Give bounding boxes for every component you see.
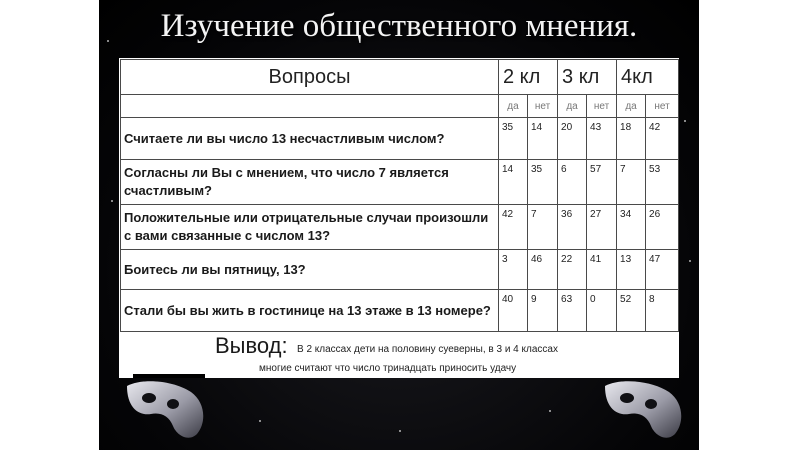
value-cell: 3 — [499, 250, 528, 290]
yes-header: да — [617, 95, 646, 118]
value-cell: 14 — [528, 118, 558, 160]
value-cell: 63 — [558, 290, 587, 332]
value-cell: 6 — [558, 160, 587, 205]
value-cell: 35 — [528, 160, 558, 205]
star — [549, 410, 551, 412]
star — [399, 430, 401, 432]
survey-table — [120, 59, 679, 332]
value-cell: 7 — [617, 160, 646, 205]
no-header: нет — [646, 95, 679, 118]
value-cell: 35 — [499, 118, 528, 160]
conclusion-label: Вывод: — [215, 333, 288, 358]
question-cell: Боитесь ли вы пятницу, 13? — [121, 250, 499, 290]
subheader-row — [121, 95, 679, 118]
value-cell: 47 — [646, 250, 679, 290]
value-cell: 53 — [646, 160, 679, 205]
value-cell: 34 — [617, 205, 646, 250]
value-cell: 7 — [528, 205, 558, 250]
value-cell: 42 — [646, 118, 679, 160]
star — [111, 200, 113, 202]
value-cell: 26 — [646, 205, 679, 250]
value-cell: 36 — [558, 205, 587, 250]
value-cell: 46 — [528, 250, 558, 290]
star — [684, 120, 686, 122]
table-row — [121, 160, 679, 205]
class-3-header: 3 кл — [558, 60, 617, 95]
value-cell: 41 — [587, 250, 617, 290]
value-cell: 20 — [558, 118, 587, 160]
empty-cell — [121, 95, 499, 118]
value-cell: 43 — [587, 118, 617, 160]
question-cell: Стали бы вы жить в гостинице на 13 этаже в 13 номере? — [121, 290, 499, 332]
value-cell: 42 — [499, 205, 528, 250]
yes-header: да — [499, 95, 528, 118]
class-2-header: 2 кл — [499, 60, 558, 95]
value-cell: 40 — [499, 290, 528, 332]
no-header: нет — [528, 95, 558, 118]
star — [689, 260, 691, 262]
survey-sheet — [119, 58, 679, 378]
value-cell: 18 — [617, 118, 646, 160]
star — [259, 420, 261, 422]
table-row — [121, 118, 679, 160]
value-cell: 8 — [646, 290, 679, 332]
value-cell: 52 — [617, 290, 646, 332]
value-cell: 14 — [499, 160, 528, 205]
conclusion-line-2: многие считают что число тринадцать приносить удачу — [259, 363, 517, 374]
question-cell: Согласны ли Вы с мнением, что число 7 является счастливым? — [121, 160, 499, 205]
no-header: нет — [587, 95, 617, 118]
slide — [99, 0, 699, 450]
value-cell: 9 — [528, 290, 558, 332]
yes-header: да — [558, 95, 587, 118]
table-row — [121, 205, 679, 250]
class-4-header: 4кл — [617, 60, 679, 95]
table-row — [121, 250, 679, 290]
question-cell: Положительные или отрицательные случаи произошли с вами связанные с числом 13? — [121, 205, 499, 250]
theater-mask-icon — [599, 376, 689, 442]
value-cell: 57 — [587, 160, 617, 205]
value-cell: 27 — [587, 205, 617, 250]
value-cell: 0 — [587, 290, 617, 332]
theater-mask-icon — [121, 376, 211, 442]
conclusion-line-1: В 2 классах дети на половину суеверны, в 3 и 4 классах — [297, 344, 558, 355]
slide-title: Изучение общественного мнения. — [160, 8, 638, 44]
questions-header: Вопросы — [121, 60, 499, 95]
value-cell: 22 — [558, 250, 587, 290]
table-row — [121, 290, 679, 332]
value-cell: 13 — [617, 250, 646, 290]
header-row — [121, 60, 679, 95]
question-cell: Считаете ли вы число 13 несчастливым числом? — [121, 118, 499, 160]
